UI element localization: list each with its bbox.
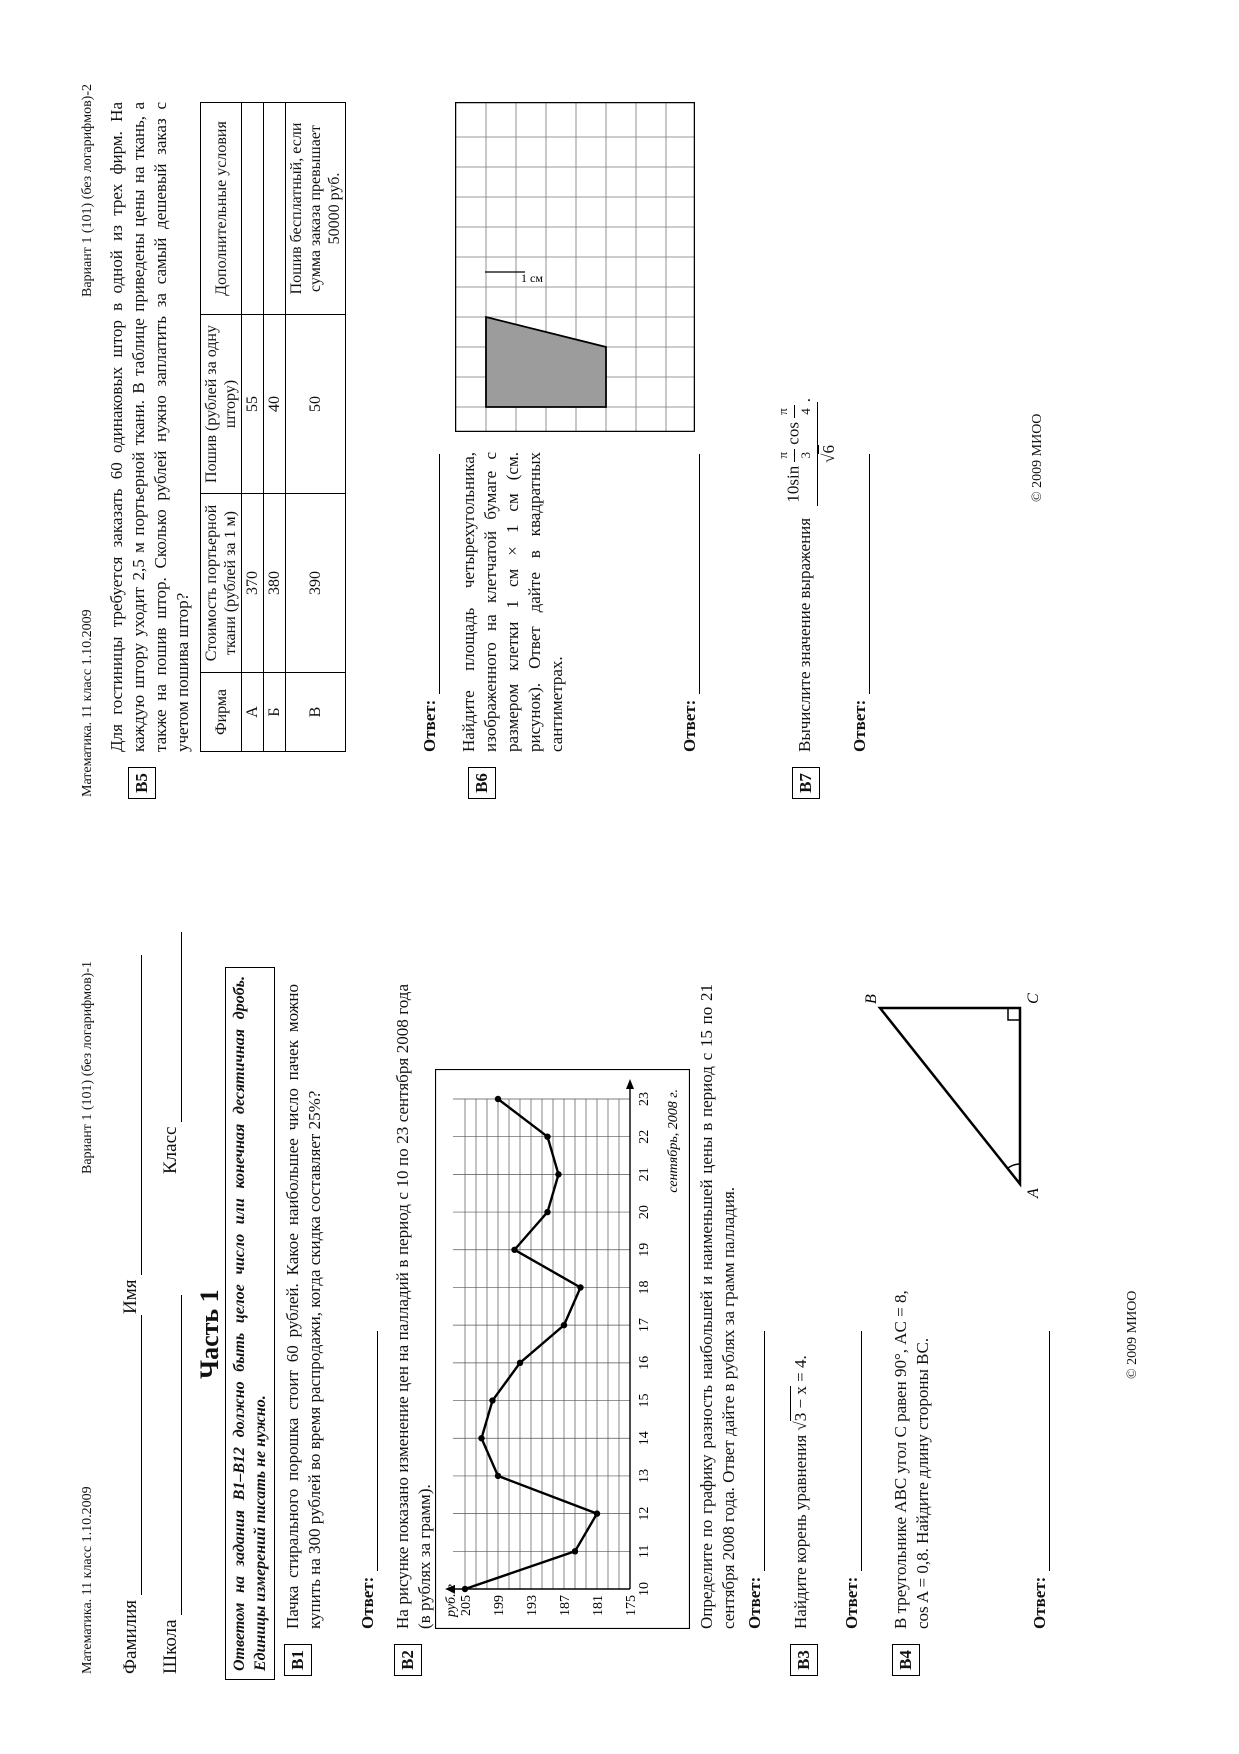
right-footer: © 2009 МИОО [1030,413,1045,502]
quadrilateral-grid-figure [455,102,695,432]
table-row: В 390 50 Пошив бесплатный, если сумма заказа превышает 50000 руб. [286,103,346,752]
task-b5-text: Для гостиницы требуется заказать 60 одинаковых штор в одной из трех фирм. На каждую штору уходит 2,5 м портьерной ткани. В таблице приведены цены на ткань, а также на пошив штор. Сколько рублей нужно заплатить за самый дешевый заказ с учетом пошива штор? [107,102,192,752]
data-point [555,1171,561,1177]
data-point [572,1548,578,1554]
firms-table [200,102,346,752]
x-tick-label: 12 [637,1506,652,1521]
palladium-price-chart [435,1069,690,1629]
col-sewing-price: Пошив (рублей за одну штору) [201,315,242,494]
b6-answer[interactable]: Ответ: [680,454,700,752]
table-row: Б 380 40 [264,103,286,752]
chart-axes [445,1079,634,1593]
y-tick-label: 175 [624,1595,639,1616]
b7-expression [772,402,840,505]
scale-label: 1 см [521,271,543,285]
data-point [478,1435,484,1441]
data-point [495,1096,501,1102]
sqrt-sign: √ [791,1421,810,1431]
right-triangle-figure [860,984,1050,1204]
x-tick-label: 20 [637,1205,652,1220]
task-b6-tag: B6 [468,767,496,799]
task-b4-tag: B4 [892,1644,920,1676]
chart-x-axis-label: сентябрь, 2008 г. [666,1089,681,1193]
data-point [511,1247,517,1253]
b1-answer[interactable]: Ответ: [358,1331,378,1629]
task-b2-question: Определите по графику разность наибольшей и наименьшей цены в период с 15 по 21 сентября 2008 года. Ответ дайте в рублях за грамм палладия. [697,984,738,1629]
task-b3-text: Найдите корень уравнения √3 − x = 4. [791,1355,810,1629]
name-label: Имя [120,1279,141,1314]
left-page [0,877,1239,1754]
x-tick-label: 11 [637,1544,652,1559]
school-field[interactable] [160,1295,182,1674]
b4-answer[interactable]: Ответ: [1030,1331,1050,1629]
task-b2-text: На рисунке показано изменение цен на палладий в период с 10 по 23 сентября 2008 года (в рублях за грамм). [393,984,434,1629]
task-b2-tag: B2 [394,1644,422,1676]
col-conditions: Дополнительные условия [201,103,242,315]
data-point [517,1360,523,1366]
right-header-variant: Вариант 1 (101) (без логарифмов)-2 [80,83,95,297]
data-point [594,1510,600,1516]
data-point [489,1397,495,1403]
y-tick-label: 193 [525,1595,540,1616]
right-angle-mark [1008,1008,1020,1020]
y-tick-label: 187 [558,1595,573,1616]
task-b5-tag: B5 [128,767,156,799]
b7-denominator: √6 [819,445,838,463]
vertex-a-label: A [1025,1188,1042,1198]
b7-answer[interactable]: Ответ: [850,454,870,752]
x-axis-arrow [626,1079,634,1089]
sqrt-radicand: 3 − x [791,1386,810,1422]
b3-answer[interactable]: Ответ: [842,1331,862,1629]
school-label: Школа [160,1619,181,1674]
data-point [544,1209,550,1215]
col-fabric-price: Стоимость портьерной ткани (рублей за 1 м) [201,494,242,673]
x-tick-label: 21 [637,1167,652,1182]
data-point [495,1473,501,1479]
instructions-notice: Ответом на задания В1–В12 должно быть целое число или конечная десятичная дробь. Единицы измерений писать не нужно. [225,967,275,1680]
left-header-variant: Вариант 1 (101) (без логарифмов)-1 [80,960,95,1174]
left-header-subject: Математика. 11 класс 1.10.2009 [80,1486,95,1674]
task-b7-tag: B7 [792,767,820,799]
firms-table-header [201,103,242,752]
task-b1-tag: B1 [284,1644,312,1676]
vertex-b-label: B [863,994,880,1004]
x-tick-label: 18 [637,1280,652,1295]
x-tick-label: 13 [637,1468,652,1483]
triangle-abc [880,1008,1020,1184]
x-tick-label: 22 [637,1129,652,1144]
b7-numerator: 10sin π 3 cos π 4 [772,402,818,505]
left-footer: © 2009 МИОО [1125,1290,1140,1379]
class-label: Класс [160,1126,181,1174]
x-tick-label: 15 [637,1393,652,1408]
angle-a-arc [1008,1164,1020,1168]
data-point [462,1586,468,1592]
x-tick-label: 14 [637,1431,652,1446]
task-b1-text: Пачка стирального порошка стоит 60 рублей. Какое наибольшее число пачек можно купить на 300 рублей во время распродажи, когда скидка составляет 25%? [283,984,324,1629]
x-tick-label: 23 [637,1092,652,1106]
name-field[interactable] [120,955,142,1314]
vertex-c-label: C [1025,993,1042,1004]
data-point [577,1284,583,1290]
x-tick-label: 19 [637,1242,652,1257]
x-tick-label: 10 [637,1582,652,1596]
data-point [561,1322,567,1328]
right-header-subject: Математика. 11 класс 1.10.2009 [80,609,95,797]
task-b3-tag: B3 [790,1644,818,1676]
surname-label: Фамилия [120,1599,141,1674]
b2-answer[interactable]: Ответ: [745,1331,765,1629]
y-tick-label: 199 [492,1595,507,1616]
x-tick-label: 17 [637,1318,652,1333]
y-tick-label: 181 [591,1595,606,1616]
task-b7-text: Вычислите значение выражения 10sin π 3 cos π 4 √6 . [772,102,840,752]
col-firm: Фирма [201,673,242,752]
data-point [544,1133,550,1139]
task-b4-text: В треугольнике ABC угол C равен 90°, AC = 8, cos A = 0,8. Найдите длину стороны BC. [891,1290,932,1629]
chart-y-axis-label: руб./г [444,1584,459,1617]
chart-tick-labels [459,1092,652,1616]
part-title: Часть 1 [195,1289,224,1379]
surname-field[interactable] [120,1315,142,1674]
table-row: А 370 55 [242,103,264,752]
task-b6-text: Найдите площадь четырехугольника, изображенного на клетчатой бумаге с размером клетки 1 см × 1 см (см. рисунок). Ответ дайте в квадратных сантиметрах. [459,452,566,752]
b5-answer[interactable]: Ответ: [420,454,440,752]
y-tick-label: 205 [459,1595,474,1616]
class-field[interactable] [160,932,182,1174]
x-tick-label: 16 [637,1355,652,1370]
